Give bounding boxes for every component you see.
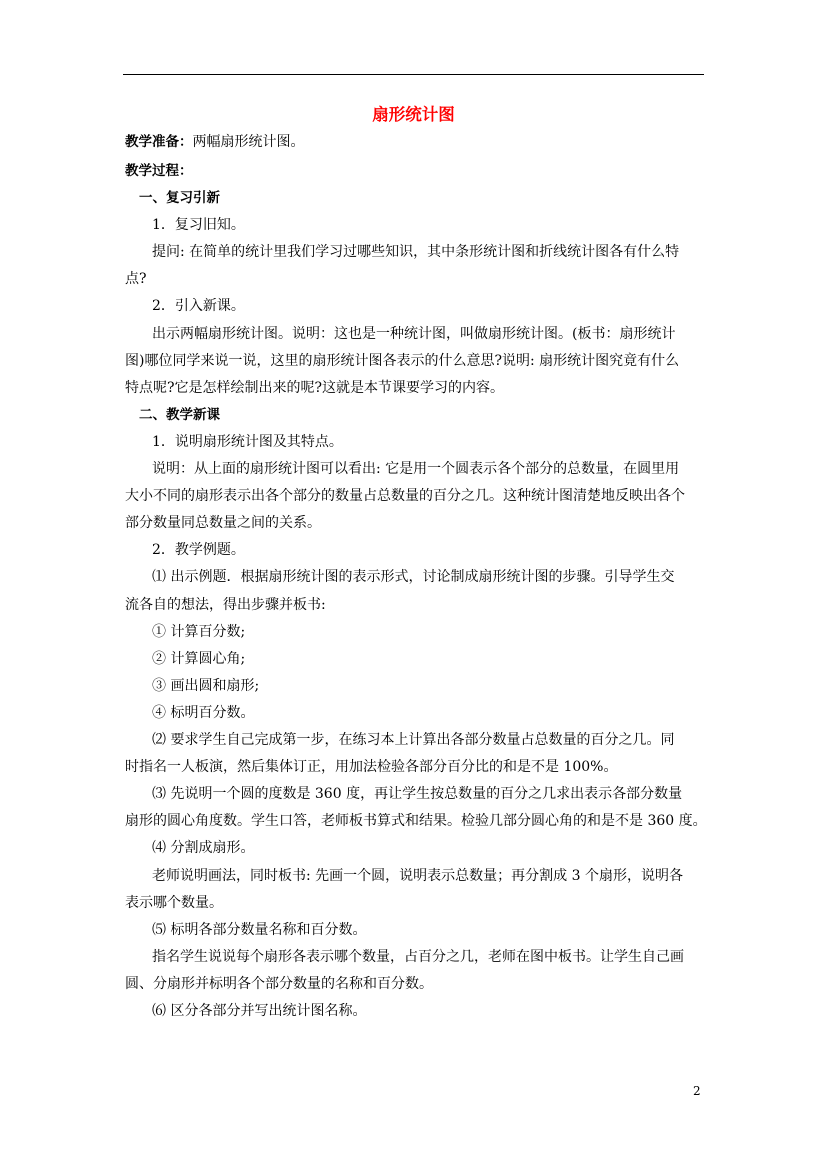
body-line: 图)哪位同学来说一说，这里的扇形统计图各表示的什么意思?说明: 扇形统计图究竟有什么 xyxy=(125,352,680,369)
body-line: 流各自的想法，得出步骤并板书: xyxy=(125,596,326,613)
process-label: 教学过程： xyxy=(125,163,193,179)
body-line: 特点呢?它是怎样绘制出来的呢?这就是本节课要学习的内容。 xyxy=(125,379,505,396)
body-line: ⑹ 区分各部分并写出统计图名称。 xyxy=(152,1003,367,1019)
body-line: 大小不同的扇形表示出各个部分的数量占总数量的百分之几。这种统计图清楚地反映出各个 xyxy=(125,488,685,505)
body-line: 老师说明画法，同时板书: 先画一个圆，说明表示总数量；再分割成 3 个扇形，说明各 xyxy=(152,867,683,884)
prep-label: 教学准备： xyxy=(125,134,193,150)
body-line: 2．引入新课。 xyxy=(152,298,245,315)
body-line: ③ 画出圆和扇形; xyxy=(152,677,260,694)
body-line: 一、复习引新 xyxy=(139,190,220,206)
body-line: 二、教学新课 xyxy=(139,406,220,423)
body-line: 指名学生说说每个扇形各表示哪个数量，占百分之几，老师在图中板书。让学生自己画 xyxy=(152,948,684,965)
body-line: 圆、分扇形并标明各个部分数量的名称和百分数。 xyxy=(125,975,433,992)
body-line: 点? xyxy=(125,271,147,288)
body-line: 1．说明扇形统计图及其特点。 xyxy=(152,433,343,450)
header-rule xyxy=(123,74,704,75)
body-line: 时指名一人板演，然后集体订正，用加法检验各部分百分比的和是不是 100%。 xyxy=(125,759,618,776)
body-line: 2．教学例题。 xyxy=(152,542,245,559)
body-line: ② 计算圆心角; xyxy=(152,650,246,667)
body-line: ⑴ 出示例题．根据扇形统计图的表示形式，讨论制成扇形统计图的步骤。引导学生交 xyxy=(152,569,675,586)
prep-text: 两幅扇形统计图。 xyxy=(192,134,305,150)
body-line: 部分数量同总数量之间的关系。 xyxy=(125,515,321,532)
body-line: ① 计算百分数; xyxy=(152,623,246,640)
body-line: ⑷ 分割成扇形。 xyxy=(152,840,255,857)
document-title: 扇形统计图 xyxy=(372,105,455,124)
body-line: 提问: 在简单的统计里我们学习过哪些知识，其中条形统计图和折线统计图各有什么特 xyxy=(152,244,680,261)
body-line: 1．复习旧知。 xyxy=(152,217,245,234)
body-line: ④ 标明百分数。 xyxy=(152,704,255,721)
prep-line xyxy=(125,130,305,154)
body-line: 扇形的圆心角度数。学生口答，老师板书算式和结果。检验几部分圆心角的和是不是 360 度。 xyxy=(125,813,707,830)
body-line: ⑶ 先说明一个圆的度数是 360 度，再让学生按总数量的百分之几求出表示各部分数量 xyxy=(152,786,683,803)
body-line: 说明：从上面的扇形统计图可以看出: 它是用一个圆表示各个部分的总数量，在圆里用 xyxy=(152,461,680,477)
body-line: 出示两幅扇形统计图。说明：这也是一种统计图，叫做扇形统计图。(板书：扇形统计 xyxy=(152,325,676,342)
body-line: ⑸ 标明各部分数量名称和百分数。 xyxy=(152,921,367,938)
body-line: 表示哪个数量。 xyxy=(125,894,223,911)
body-line: ⑵ 要求学生自己完成第一步，在练习本上计算出各部分数量占总数量的百分之几。同 xyxy=(152,732,675,748)
page-number: 2 xyxy=(693,1084,701,1098)
